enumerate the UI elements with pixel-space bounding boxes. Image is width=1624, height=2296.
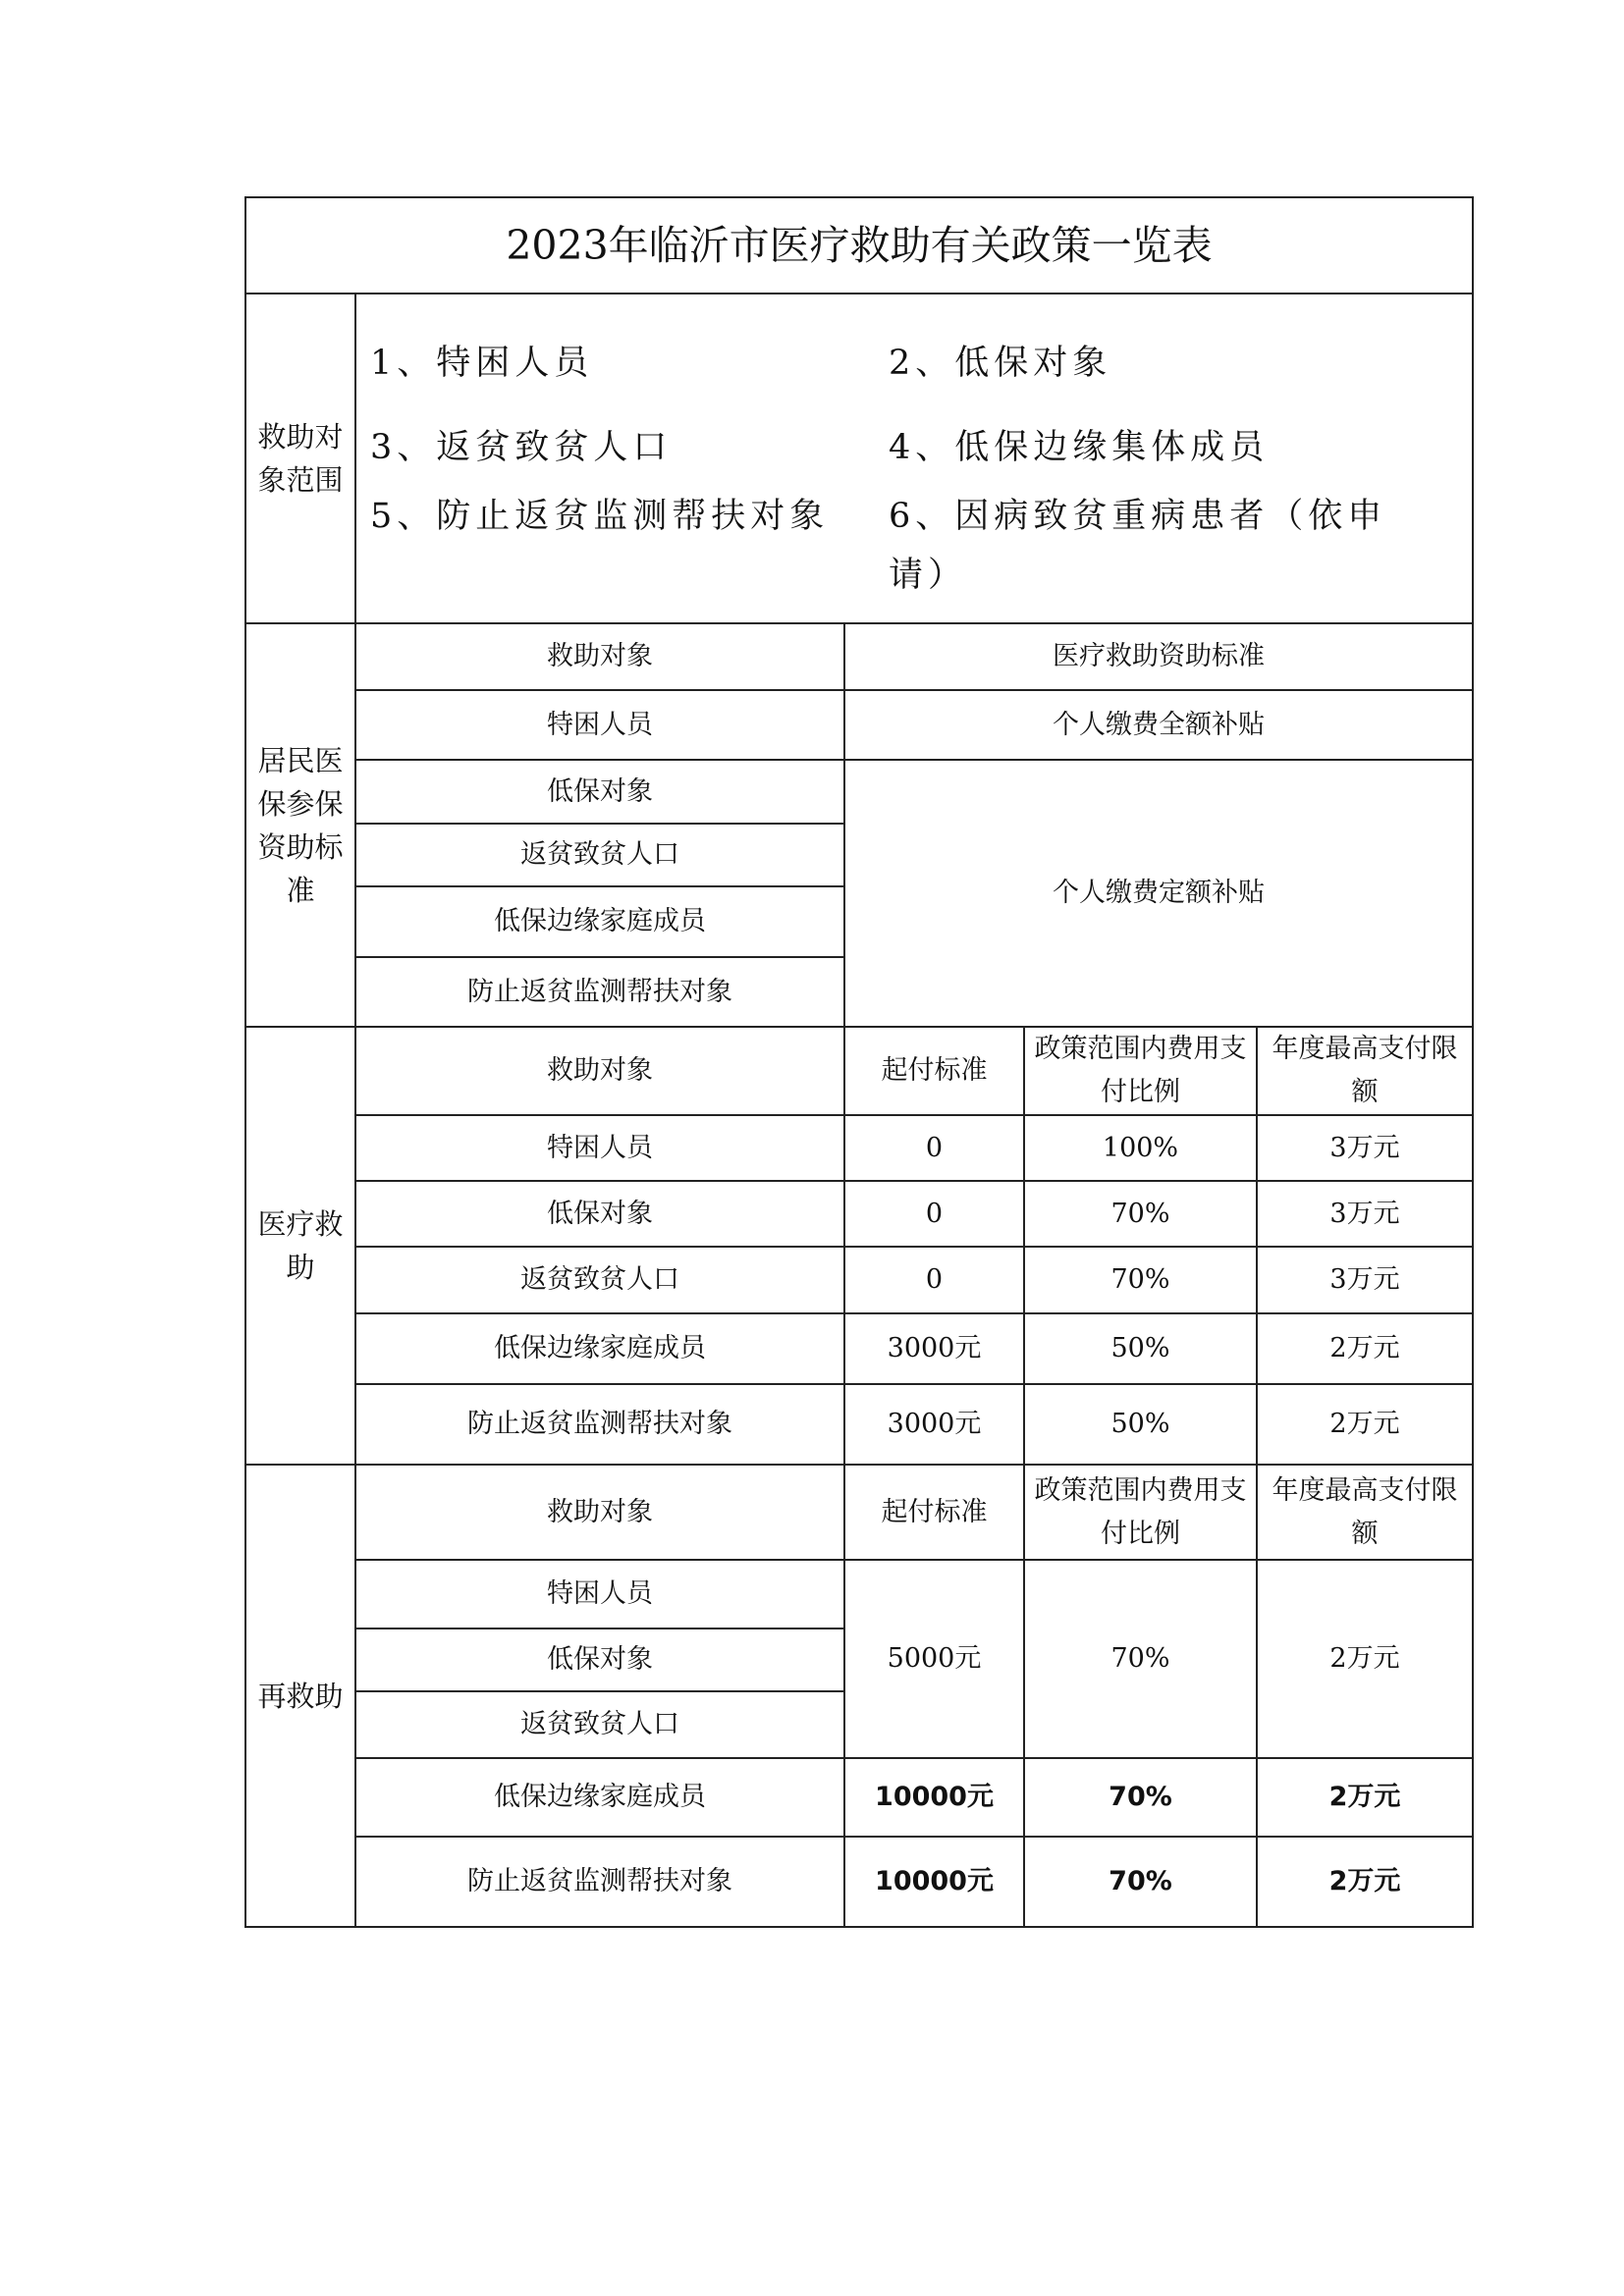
rescue-target: 低保对象 <box>355 1629 844 1691</box>
medical-deductible: 0 <box>844 1247 1024 1313</box>
medical-target: 特困人员 <box>355 1115 844 1181</box>
rescue-deductible: 10000元 <box>844 1758 1024 1837</box>
medical-target: 低保对象 <box>355 1181 844 1247</box>
medical-limit: 3万元 <box>1257 1181 1473 1247</box>
scope-item: 1、特困人员 <box>370 344 594 383</box>
rescue-group-deductible: 5000元 <box>844 1560 1024 1758</box>
rescue-target: 返贫致贫人口 <box>355 1691 844 1758</box>
rescue-target: 低保边缘家庭成员 <box>355 1758 844 1837</box>
policy-table <box>244 196 1474 1928</box>
rescue-deductible: 10000元 <box>844 1837 1024 1927</box>
medical-target: 防止返贫监测帮扶对象 <box>355 1384 844 1465</box>
insurance-target: 低保对象 <box>355 760 844 824</box>
insurance-shared-standard: 个人缴费定额补贴 <box>844 760 1473 1027</box>
medical-header-target: 救助对象 <box>355 1027 844 1115</box>
medical-target: 低保边缘家庭成员 <box>355 1313 844 1384</box>
medical-limit: 2万元 <box>1257 1384 1473 1465</box>
medical-deductible: 3000元 <box>844 1384 1024 1465</box>
rescue-header-limit: 年度最高支付限额 <box>1257 1465 1473 1560</box>
scope-item: 3、返贫致贫人口 <box>370 428 673 467</box>
rescue-header-target: 救助对象 <box>355 1465 844 1560</box>
insurance-target: 特困人员 <box>355 690 844 760</box>
medical-label: 医疗救助 <box>245 1027 355 1465</box>
medical-header-limit: 年度最高支付限额 <box>1257 1027 1473 1115</box>
medical-limit: 3万元 <box>1257 1247 1473 1313</box>
medical-deductible: 0 <box>844 1181 1024 1247</box>
medical-target: 返贫致贫人口 <box>355 1247 844 1313</box>
insurance-target: 返贫致贫人口 <box>355 824 844 886</box>
insurance-header-target: 救助对象 <box>355 623 844 690</box>
scope-item: 5、防止返贫监测帮扶对象 <box>370 497 830 536</box>
scope-item: 4、低保边缘集体成员 <box>889 428 1270 467</box>
medical-header-ratio: 政策范围内费用支付比例 <box>1024 1027 1257 1115</box>
rescue-label: 再救助 <box>245 1465 355 1927</box>
rescue-group-ratio: 70% <box>1024 1560 1257 1758</box>
rescue-header-ratio: 政策范围内费用支付比例 <box>1024 1465 1257 1560</box>
policy-sheet <box>244 196 1472 1928</box>
rescue-target: 特困人员 <box>355 1560 844 1629</box>
insurance-target: 低保边缘家庭成员 <box>355 886 844 957</box>
insurance-target: 防止返贫监测帮扶对象 <box>355 957 844 1027</box>
rescue-limit: 2万元 <box>1257 1758 1473 1837</box>
medical-deductible: 3000元 <box>844 1313 1024 1384</box>
medical-limit: 2万元 <box>1257 1313 1473 1384</box>
insurance-label: 居民医保参保资助标准 <box>245 623 355 1027</box>
medical-limit: 3万元 <box>1257 1115 1473 1181</box>
scope-list <box>355 294 1473 623</box>
scope-item: 2、低保对象 <box>889 344 1112 383</box>
medical-header-deductible: 起付标准 <box>844 1027 1024 1115</box>
page-title: 2023年临沂市医疗救助有关政策一览表 <box>245 197 1473 294</box>
rescue-limit: 2万元 <box>1257 1837 1473 1927</box>
medical-ratio: 100% <box>1024 1115 1257 1181</box>
rescue-ratio: 70% <box>1024 1837 1257 1927</box>
medical-ratio: 70% <box>1024 1247 1257 1313</box>
medical-ratio: 50% <box>1024 1384 1257 1465</box>
rescue-ratio: 70% <box>1024 1758 1257 1837</box>
medical-deductible: 0 <box>844 1115 1024 1181</box>
rescue-group-limit: 2万元 <box>1257 1560 1473 1758</box>
rescue-header-deductible: 起付标准 <box>844 1465 1024 1560</box>
insurance-header-standard: 医疗救助资助标准 <box>844 623 1473 690</box>
scope-item: 6、因病致贫重病患者（依申请） <box>889 497 1387 595</box>
medical-ratio: 50% <box>1024 1313 1257 1384</box>
rescue-target: 防止返贫监测帮扶对象 <box>355 1837 844 1927</box>
medical-ratio: 70% <box>1024 1181 1257 1247</box>
scope-label: 救助对象范围 <box>245 294 355 623</box>
insurance-standard: 个人缴费全额补贴 <box>844 690 1473 760</box>
